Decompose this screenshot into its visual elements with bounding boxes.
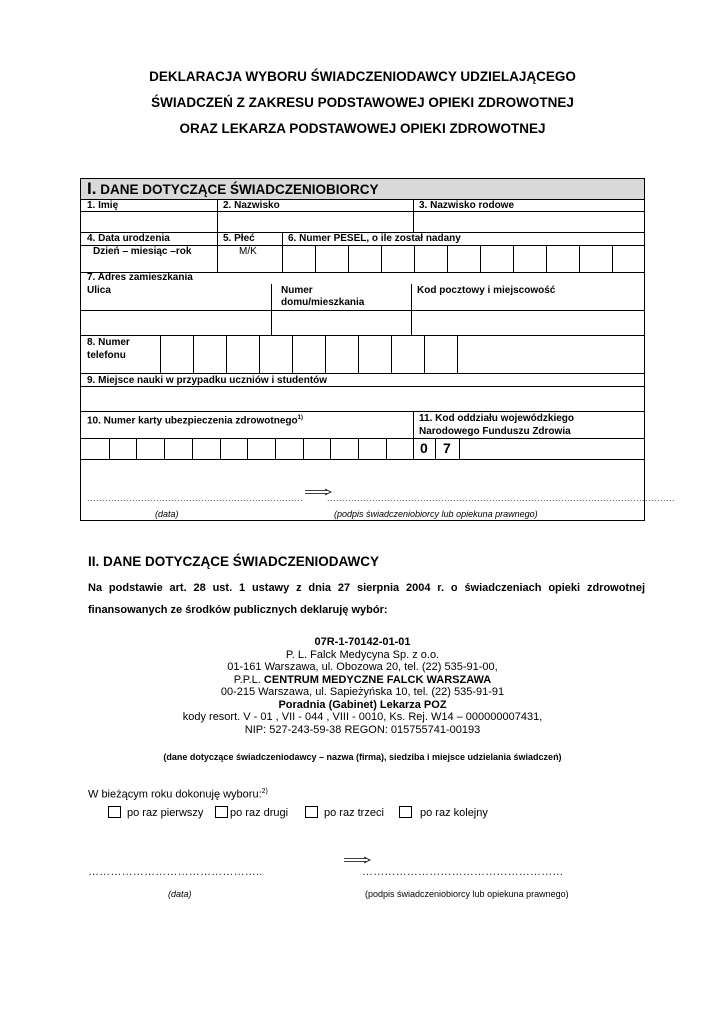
ppl-address: 00-215 Warszawa, ul. Sapieżyńska 10, tel. (22) 535-91-91 <box>220 686 505 698</box>
phone-cell-divider <box>193 335 194 373</box>
title-line-1: DEKLARACJA WYBORU ŚWIADCZENIODAWCY UDZIELAJĄCEGO <box>149 69 576 84</box>
house-number-label-2: domu/mieszkania <box>281 297 365 308</box>
section-2-signature-caption: (podpis świadczeniobiorcy lub opiekuna prawnego) <box>365 889 569 899</box>
section-1-date-caption: (data) <box>155 509 179 519</box>
address-label: 7. Adres zamieszkania <box>87 272 193 283</box>
pesel-cell-divider <box>513 245 514 272</box>
nfz-label: 11. Kod oddziału wojewódzkiego <box>419 413 575 424</box>
year-choice-text: W bieżącym roku dokonuję wyboru: <box>88 788 262 801</box>
phone-cell-divider <box>325 335 326 373</box>
pesel-cell-divider <box>579 245 580 272</box>
pesel-cell-divider <box>414 245 415 272</box>
title-line-3: ORAZ LEKARZA PODSTAWOWEJ OPIEKI ZDROWOTNEJ <box>179 121 546 136</box>
option-third-time-label: po raz trzeci <box>324 807 384 819</box>
ppl-prefix: P.P.L. <box>233 673 261 686</box>
phone-label-2: telefonu <box>87 350 126 361</box>
section-1-signature-caption: (podpis świadczeniobiorcy lub opiekuna prawnego) <box>334 509 538 519</box>
ppl-name: CENTRUM MEDYCZNE FALCK WARSZAWA <box>263 673 492 686</box>
nip-regon: NIP: 527-243-59-38 REGON: 015755741-00193 <box>244 723 481 736</box>
pesel-cell-divider <box>447 245 448 272</box>
section-2-signature-dots: ……………………………………………… <box>362 866 564 878</box>
pesel-cell-divider <box>315 245 316 272</box>
nfz-label-2: Narodowego Funduszu Zdrowia <box>419 426 571 437</box>
provider-code: 07R-1-70142-01-01 <box>314 636 411 648</box>
clinic-name: Poradnia (Gabinet) Lekarza POZ <box>278 698 447 711</box>
year-footnote: 2) <box>261 788 268 795</box>
maiden-name-label: 3. Nazwisko rodowe <box>419 200 515 211</box>
insurance-cell-divider <box>136 438 137 459</box>
resort-codes: kody resort. V - 01 , VII - 044 , VIII - 0010, Ks. Rej. W14 – 000000007431, <box>182 711 543 723</box>
street-label: Ulica <box>87 285 111 296</box>
legal-basis-paragraph: Na podstawie art. 28 ust. 1 ustawy z dnia 27 sierpnia 2004 r. o świadczeniach opieki zdrowotnej finansowanych ze środków publicznych deklaruję wybór: <box>88 582 645 616</box>
checkbox-third-time[interactable] <box>305 806 318 818</box>
insurance-cell-divider <box>164 438 165 459</box>
option-third-time[interactable] <box>305 806 384 820</box>
last-name-label: 2. Nazwisko <box>223 200 280 211</box>
birth-date-label: 4. Data urodzenia <box>87 233 170 244</box>
phone-cell-divider <box>391 335 392 373</box>
phone-cell-divider <box>292 335 293 373</box>
section-1-title <box>87 180 378 199</box>
section-1-number: I. <box>87 179 97 198</box>
insurance-cell-divider <box>220 438 221 459</box>
phone-cell-divider <box>160 335 161 373</box>
checkbox-second-time[interactable] <box>215 806 228 818</box>
pesel-cell-divider <box>612 245 613 272</box>
pesel-cell-divider <box>348 245 349 272</box>
insurance-label <box>87 413 303 426</box>
nfz-cell-divider <box>435 438 436 459</box>
school-label: 9. Miejsce nauki w przypadku uczniów i studentów <box>87 375 328 386</box>
nfz-digit-2: 7 <box>443 440 451 456</box>
section-1-table <box>80 178 676 521</box>
arrow-right-icon <box>344 857 370 863</box>
section-2-title: II. DANE DOTYCZĄCE ŚWIADCZENIODAWCY <box>88 554 380 569</box>
option-next-time-label: po raz kolejny <box>420 807 488 819</box>
phone-cell-divider <box>226 335 227 373</box>
pesel-cell-divider <box>546 245 547 272</box>
option-first-time-label: po raz pierwszy <box>127 807 204 819</box>
insurance-cell-divider <box>386 438 387 459</box>
phone-cell-divider <box>457 335 458 373</box>
insurance-cell-divider <box>109 438 110 459</box>
insurance-label-text: 10. Numer karty ubezpieczenia zdrowotnego <box>87 415 298 427</box>
option-second-time-label: po raz drugi <box>230 807 289 819</box>
birth-date-format: Dzień – miesiąc –rok <box>93 246 192 257</box>
section-1-signature-dots: .................................................................................................................... <box>327 493 676 503</box>
checkbox-next-time[interactable] <box>399 806 412 818</box>
section-1-date-dots: ........................................................................ <box>87 493 304 503</box>
provider-block <box>80 636 645 736</box>
title-line-2: ŚWIADCZEŃ Z ZAKRESU PODSTAWOWEJ OPIEKI ZDROWOTNEJ <box>151 95 574 110</box>
postal-label: Kod pocztowy i miejscowość <box>417 285 556 296</box>
insurance-cell-divider <box>330 438 331 459</box>
section-1-title-text: DANE DOTYCZĄCE ŚWIADCZENIOBIORCY <box>100 182 379 197</box>
pesel-cell-divider <box>381 245 382 272</box>
document-title <box>0 64 725 142</box>
insurance-cell-divider <box>247 438 248 459</box>
ppl-line <box>80 674 645 687</box>
nfz-cell-divider <box>459 438 460 459</box>
pesel-cell-divider <box>480 245 481 272</box>
insurance-cell-divider <box>303 438 304 459</box>
phone-cell-divider <box>424 335 425 373</box>
insurance-cell-divider <box>192 438 193 459</box>
phone-label: 8. Numer <box>87 337 130 348</box>
checkbox-first-time[interactable] <box>108 806 121 818</box>
provider-description: (dane dotyczące świadczeniodawcy – nazwa (firma), siedziba i miejsce udzielania świadczeń) <box>163 752 562 762</box>
phone-cell-divider <box>358 335 359 373</box>
provider-address: 01-161 Warszawa, ul. Obozowa 20, tel. (22) 535-91-00, <box>227 661 498 673</box>
section-2-date-caption: (data) <box>168 889 192 899</box>
option-next-time[interactable] <box>399 806 488 820</box>
insurance-cell-divider <box>275 438 276 459</box>
insurance-footnote: 1) <box>297 415 303 421</box>
option-second-time[interactable] <box>215 806 288 820</box>
first-name-label: 1. Imię <box>87 200 119 211</box>
section-2-date-caption-text: data <box>171 889 189 899</box>
house-number-label: Numer <box>281 285 313 296</box>
insurance-cell-divider <box>358 438 359 459</box>
sex-options: M/K <box>239 246 257 257</box>
phone-cell-divider <box>259 335 260 373</box>
nfz-digit-1: 0 <box>420 440 428 456</box>
provider-name: P. L. Falck Medycyna Sp. z o.o. <box>285 648 440 661</box>
pesel-label: 6. Numer PESEL, o ile został nadany <box>288 233 461 244</box>
year-choice-label <box>88 788 268 801</box>
section-2-date-dots: ……………………………………….. <box>88 866 263 878</box>
sex-label: 5. Płeć <box>223 233 255 244</box>
option-first-time[interactable] <box>108 806 203 820</box>
